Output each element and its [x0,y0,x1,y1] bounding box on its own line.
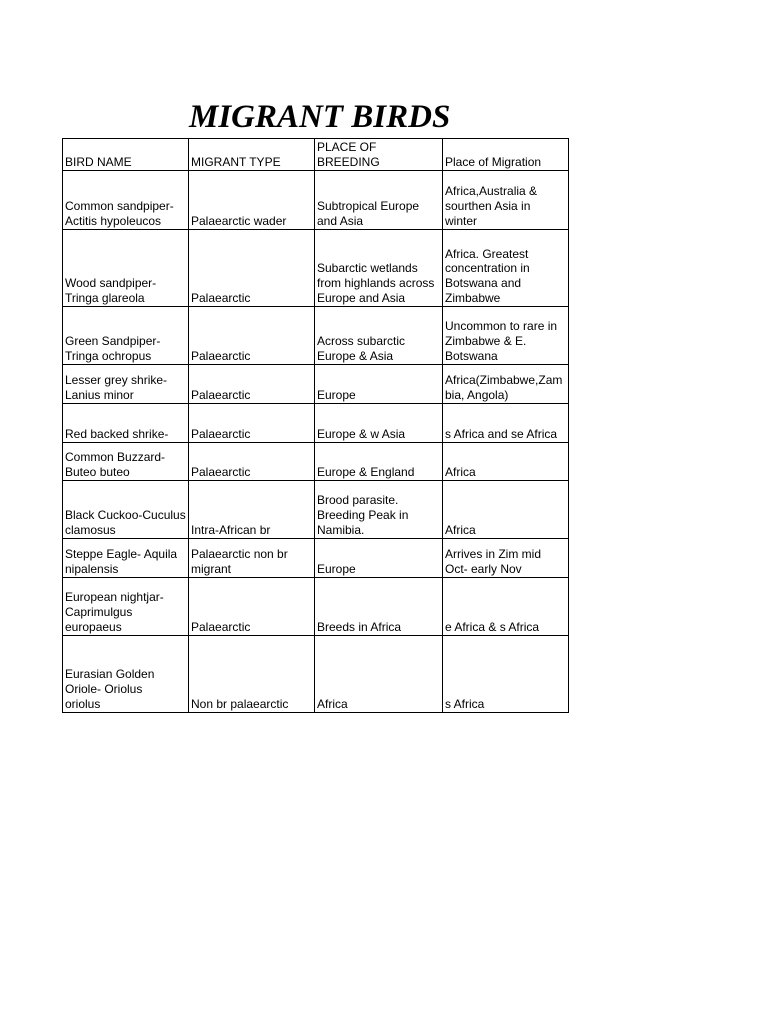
table-row [63,443,569,481]
cell-text: Palaearctic [191,387,251,402]
cell-text: European nightjar- Caprimulgus europaeus [65,590,164,634]
cell-text: Uncommon to rare in Zimbabwe & E. Botswana [445,319,558,363]
cell-text: Subtropical Europe and Asia [317,199,420,228]
cell-text: Across subarctic Europe & Asia [317,334,406,363]
table-cell-place-of-breeding [315,404,443,443]
table-cell-migrant-type [189,539,315,578]
table-cell-bird-name [63,404,189,443]
cell-text: Eurasian Golden Oriole- Oriolus oriolus [65,667,155,711]
cell-text: Europe & w Asia [317,426,406,441]
table-row [63,636,569,713]
table-cell-place-of-breeding [315,636,443,713]
table-cell-migrant-type [189,307,315,365]
table-row [63,578,569,636]
table-cell-place-of-breeding [315,539,443,578]
table-cell-bird-name [63,539,189,578]
table-cell-place-of-migration [443,365,569,404]
table-cell-bird-name [63,481,189,539]
table-row [63,481,569,539]
cell-text: Africa. Greatest concentration in Botswana and Zimbabwe [445,246,530,305]
table-cell-migrant-type [189,481,315,539]
cell-text: Breeds in Africa [317,619,402,634]
header-place-of-breeding: PLACE OF BREEDING [315,139,443,171]
table-cell-place-of-migration [443,443,569,481]
cell-text: s Africa [445,696,485,711]
cell-text: Europe [317,387,356,402]
table-cell-place-of-migration [443,171,569,230]
cell-text: Red backed shrike- [65,426,169,441]
table-row [63,539,569,578]
table-cell-migrant-type [189,578,315,636]
table-cell-migrant-type [189,443,315,481]
cell-text: s Africa and se Africa [445,426,558,441]
table-cell-bird-name [63,365,189,404]
table-row [63,365,569,404]
header-place-of-migration: Place of Migration [443,139,569,171]
table-cell-bird-name [63,443,189,481]
cell-text: Palaearctic [191,619,251,634]
table-cell-place-of-migration [443,404,569,443]
table-cell-place-of-breeding [315,443,443,481]
cell-text: Black Cuckoo-Cuculus clamosus [65,508,186,537]
table-cell-bird-name [63,230,189,307]
table-cell-place-of-migration [443,636,569,713]
cell-text: Palaearctic non br migrant [191,547,288,576]
cell-text: Africa(Zimbabwe,Zam bia, Angola) [445,373,563,402]
table-cell-bird-name [63,307,189,365]
cell-text: Wood sandpiper- Tringa glareola [65,276,157,305]
cell-text: Common Buzzard- Buteo buteo [65,450,166,479]
header-bird-name: BIRD NAME [63,139,189,171]
table-cell-place-of-breeding [315,171,443,230]
table-cell-place-of-breeding [315,578,443,636]
table-cell-place-of-migration [443,539,569,578]
table-cell-place-of-migration [443,481,569,539]
cell-text: Intra-African br [191,522,271,537]
cell-text: Palaearctic [191,426,251,441]
cell-text: Europe & England [317,464,415,479]
cell-text: Common sandpiper- Actitis hypoleucos [65,199,174,228]
table-cell-place-of-migration [443,230,569,307]
table-cell-place-of-breeding [315,365,443,404]
table-cell-migrant-type [189,404,315,443]
cell-text: Europe [317,561,356,576]
cell-text: Subarctic wetlands from highlands across Europe and Asia [317,261,435,305]
cell-text: Lesser grey shrike- Lanius minor [65,373,168,402]
cell-text: Palaearctic [191,290,251,305]
table-cell-migrant-type [189,230,315,307]
cell-text: Africa [445,522,476,537]
cell-text: Palaearctic [191,464,251,479]
header-row [63,139,569,171]
table-cell-migrant-type [189,636,315,713]
table-row [63,171,569,230]
cell-text: Green Sandpiper- Tringa ochropus [65,334,161,363]
header-migrant-type: MIGRANT TYPE [189,139,315,171]
cell-text: e Africa & s Africa [445,619,540,634]
cell-text: Palaearctic [191,348,251,363]
table-cell-place-of-breeding [315,481,443,539]
cell-text: Arrives in Zim mid Oct- early Nov [445,547,542,576]
cell-text: Steppe Eagle- Aquila nipalensis [65,547,178,576]
table-cell-place-of-migration [443,578,569,636]
table-row [63,230,569,307]
cell-text: Africa [445,464,476,479]
table-row [63,404,569,443]
cell-text: Non br palaearctic [191,696,289,711]
cell-text: Africa,Australia & sourthen Asia in winter [445,184,538,228]
page-title: MIGRANT BIRDS [189,99,451,135]
table-cell-bird-name [63,578,189,636]
table-cell-place-of-breeding [315,230,443,307]
table-row [63,307,569,365]
cell-text: Palaearctic wader [191,213,287,228]
table-cell-place-of-migration [443,307,569,365]
table-cell-place-of-breeding [315,307,443,365]
migrant-birds-table [62,138,569,713]
table-cell-bird-name [63,636,189,713]
cell-text: Africa [317,696,348,711]
table-cell-bird-name [63,171,189,230]
cell-text: Brood parasite. Breeding Peak in Namibia. [317,493,409,537]
table-cell-migrant-type [189,365,315,404]
table-cell-migrant-type [189,171,315,230]
